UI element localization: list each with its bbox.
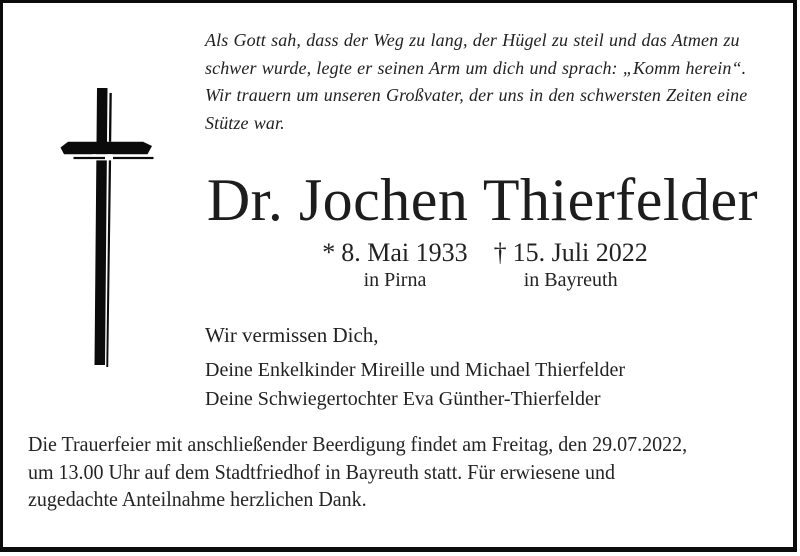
death-date xyxy=(494,238,648,268)
life-dates xyxy=(205,238,765,291)
memorial-quote xyxy=(205,27,765,137)
funeral-notice-line: zugedachte Anteilnahme herzlichen Dank. xyxy=(28,487,367,511)
mourner-line: Deine Enkelkinder Mireille und Michael Thierfelder xyxy=(205,359,626,381)
mourners-list xyxy=(205,356,625,413)
birth-place: in Pirna xyxy=(363,269,427,291)
birth-date-text: 8. Mai 1933 xyxy=(341,238,468,267)
death-date-text: 15. Juli 2022 xyxy=(512,238,648,267)
quote-line: Wir trauern um unseren Großvater, der uns in den schwersten Zeiten eine xyxy=(205,85,748,105)
funeral-notice-line: um 13.00 Uhr auf dem Stadtfriedhof in Bayreuth statt. Für erwiesene und xyxy=(28,459,615,484)
death-cross-icon: † xyxy=(493,238,507,267)
mourner-line: Deine Schwiegertochter Eva Günther-Thierfelder xyxy=(205,387,601,410)
birth-date xyxy=(322,238,467,268)
quote-line: Als Gott sah, dass der Weg zu lang, der Hügel zu steil und das Atmen zu xyxy=(205,30,740,50)
funeral-notice xyxy=(28,431,687,514)
deceased-name: Dr. Jochen Thierfelder xyxy=(206,167,759,233)
funeral-notice-line: Die Trauerfeier mit anschließender Beerdigung findet am Freitag, den 29.07.2022, xyxy=(28,432,688,456)
born-star-icon: * xyxy=(322,238,336,267)
birth-info xyxy=(322,238,467,291)
death-info xyxy=(494,238,648,291)
quote-line: schwer wurde, legte er seinen Arm um dich und sprach: „Komm herein“. xyxy=(205,57,747,78)
cross-icon xyxy=(55,82,160,374)
condolence-opening: Wir vermissen Dich, xyxy=(205,323,379,347)
death-place: in Bayreuth xyxy=(523,269,618,291)
quote-line: Stütze war. xyxy=(205,112,285,133)
